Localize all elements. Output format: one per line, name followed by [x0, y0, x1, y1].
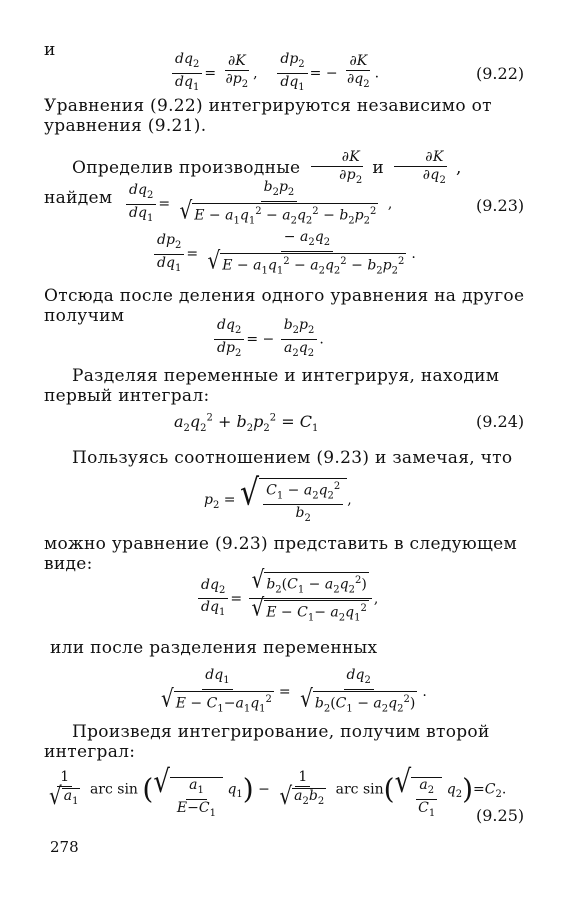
derivatives-lead-text: Определив производные [72, 157, 301, 178]
equation-9-22: $\frac{dq_2}{dq_1}$ = $\frac{\partial K}{\partial p_2}$ , $\frac{dp_2}{dq_1}$ = − $\frac{\partial K}{\partial q_2}$ . [170, 52, 379, 95]
arcsin-text-2: arc sin [335, 781, 384, 798]
equation-ratio: $\frac{dq_2}{dp_2}$ = − $\frac{b_2p_2}{a_2q_2}$ . [212, 318, 324, 361]
equation-separated: $dq_1$ √ $E - C_1-a_1q_1^2$ = $dq_2$ √ $b_2(C_1 - a_2q_2^2)$ . [161, 667, 427, 715]
equation-number-9-24: (9.24) [476, 412, 525, 431]
equation-9-25: 1 √ $a_1$ arc sin ( √ $\frac{a_1}{E-C_1}$ $q_1$) − 1 √ $a_2b_2$ arc sin( √ $\frac{a_2}{C_1}$ $q_2)=C_2$. [49, 764, 507, 819]
equation-number-9-22: (9.22) [476, 64, 525, 83]
paragraph-division: Отсюда после деления одного уравнения на другое получим [44, 286, 525, 326]
equation-p2: $p_2$ = √ $\frac{C_1 - a_2q_2^2}{b_2}$ , [204, 471, 352, 525]
paragraph-separation: или после разделения переменных [50, 638, 378, 658]
and-word: и [372, 157, 384, 178]
paragraph-and: и [44, 40, 56, 60]
arcsin-text: arc sin [89, 781, 138, 798]
equation-dq2-dq1: $\frac{dq_2}{dq_1}$ = √ $b_2(C_1 - a_2q_2^2)$ √ $E - C_1- a_2q_1^2$ , [196, 572, 378, 626]
paragraph-represent: можно уравнение (9.23) представить в следующем виде: [44, 534, 517, 574]
paragraph-integration-note: Уравнения (9.22) интегрируются независимо от уравнения (9.21). [44, 96, 492, 136]
derivatives-tail-text: , найдем [44, 157, 462, 208]
equation-9-23-line2: $\frac{dp_2}{dq_1}$ = − $a_2q_2$ √ $E - a_1q_1^2 - a_2q_2^2 - b_2p_2^2$ . [152, 230, 416, 278]
equation-9-24: $a_2q_2^2 + b_2p_2^2 = C_1$ [174, 412, 319, 435]
equation-9-23-line1: $\frac{dq_2}{dq_1}$ = $b_2p_2$ √ $E - a_1q_1^2 - a_2q_2^2 - b_2p_2^2$ , [124, 180, 392, 228]
inline-derivatives: $\frac{\partial K}{\partial p_2}$ [306, 161, 372, 177]
inline-derivative-q2: $\frac{\partial K}{\partial q_2}$ [390, 161, 456, 177]
page-number: 278 [50, 838, 79, 856]
equation-number-9-23: (9.23) [476, 196, 525, 215]
paragraph-second-integral: Произведя интегрирование, получим второй интеграл: [44, 722, 490, 762]
paragraph-using-relation: Пользуясь соотношением (9.23) и замечая, что [72, 448, 513, 468]
equation-number-9-25: (9.25) [476, 806, 525, 825]
paragraph-first-integral: Разделяя переменные и интегрируя, находим первый интеграл: [44, 366, 500, 406]
